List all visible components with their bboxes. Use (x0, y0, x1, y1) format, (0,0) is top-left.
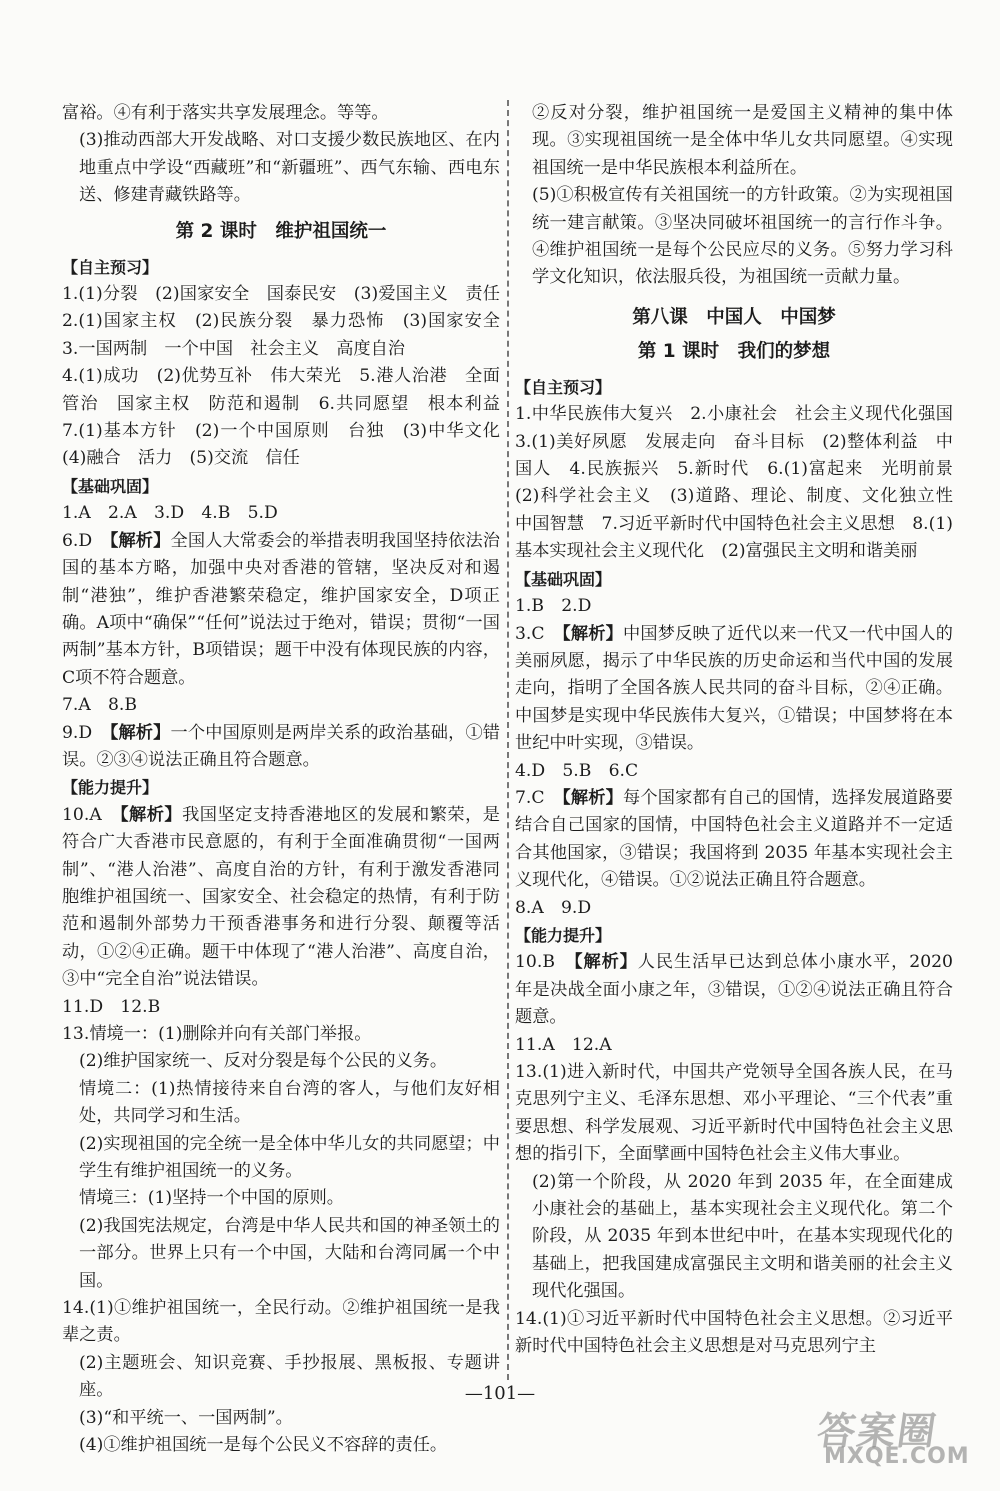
answer-explanation (515, 785, 953, 895)
question-number: 10.A (62, 804, 120, 825)
analysis-text: 我国坚定支持香港地区的发展和繁荣，是符合广大香港市民意愿的，有利于全面准确贯彻“一国两制”、“港人治港”、高度自治的方针，有利于激发香港同胞维护祖国统一、国家安全、社会稳定的热情，有利于防范和遏制外部势力干预香港事务和进行分裂、颠覆等活动，①②④正确。题干中体现了“港人治港”、高度自治，③中“完全自治”说法错误。 (62, 804, 500, 990)
question-number: 7.C (515, 787, 563, 808)
left-column (62, 100, 518, 1460)
answer-line: 1.(1)分裂 (2)国家安全 国泰民安 (3)爱国主义 责任 2.(1)国家主权 (2)民族分裂 暴力恐怖 (3)国家安全 3.一国两制 一个中国 社会主义 高度自治 (62, 284, 518, 359)
analysis-label: 【解析】 (573, 952, 638, 973)
watermark-site-text: MXQE.COM (824, 1444, 970, 1469)
answer-explanation (62, 528, 500, 692)
watermark-stamp-text: 答案圈 (814, 1409, 941, 1453)
lesson-title: 第 1 课时 我们的梦想 (637, 340, 831, 362)
section-heading: 【基础巩固】 (62, 476, 159, 496)
answer-line: (2)主题班会、知识竞赛、手抄报展、黑板报、专题讲座。 (79, 1352, 500, 1401)
answer-line: 1.A 2.A 3.D 4.B 5.D (62, 503, 278, 524)
answer-line: 14.(1)①习近平新时代中国特色社会主义思想。②习近平新时代中国特色社会主义思想是对马克思列宁主 (515, 1308, 953, 1357)
answer-explanation (62, 720, 500, 775)
answer-explanation (515, 621, 953, 758)
answer-line: 1.B 2.D (515, 596, 592, 617)
lesson-title: 第 2 课时 维护祖国统一 (175, 220, 387, 242)
answer-line: (4)①维护祖国统一是每个公民义不容辞的责任。 (79, 1435, 448, 1456)
question-number: 6.D (62, 530, 110, 551)
question-number: 9.D (62, 722, 110, 743)
answer-line: (2)第一个阶段，从 2020 年到 2035 年，在全面建成小康社会的基础上，基本实现社会主义现代化。第二个阶段，从 2035 年到本世纪中叶，在基本实现现代化的基础上，把我国建成富强民主文明和谐美丽的社会主义现代化强国。 (532, 1171, 953, 1302)
paragraph: (5)①积极宣传有关祖国统一的方针政策。②为实现祖国统一建言献策。③坚决同破坏祖国统一的言行作斗争。④维护祖国统一是每个公民应尽的义务。⑤努力学习科学文化知识，依法服兵役，为祖国统一贡献力量。 (532, 185, 953, 288)
section-heading: 【能力提升】 (515, 925, 612, 945)
answer-line: 14.(1)①维护祖国统一，全民行动。②维护祖国统一是我辈之责。 (62, 1298, 500, 1346)
question-number: 10.B (515, 952, 574, 973)
column-divider (507, 100, 509, 1380)
analysis-label: 【解析】 (109, 530, 171, 551)
answer-line: 11.D 12.B (62, 996, 161, 1017)
section-heading: 【基础巩固】 (515, 569, 612, 589)
question-number: 3.C (515, 623, 563, 644)
answer-line: 13.(1)进入新时代，中国共产党领导全国各族人民，在马克思列宁主义、毛泽东思想、邓小平理论、“三个代表”重要思想、科学发展观、习近平新时代中国特色社会主义思想的指引下，全面擘画中国特色社会主义伟大事业。 (515, 1062, 953, 1165)
analysis-text: 每个国家都有自己的国情，选择发展道路要结合自己国家的国情，中国特色社会主义道路并不一定适合其他国家，③错误；我国将到 2035 年基本实现社会主义现代化，④错误。①②说法正确且符合题意。 (515, 787, 953, 891)
analysis-label: 【解析】 (562, 787, 624, 808)
section-heading: 【自主预习】 (515, 377, 612, 397)
section-heading: 【自主预习】 (62, 257, 159, 277)
unit-title: 第八课 中国人 中国梦 (632, 306, 836, 328)
answer-line: (2)我国宪法规定，台湾是中华人民共和国的神圣领土的一部分。世界上只有一个中国，大陆和台湾同属一个中国。 (79, 1215, 500, 1291)
answer-line: 8.A 9.D (515, 897, 592, 918)
analysis-text: 人民生活早已达到总体小康水平，2020 年是决战全面小康之年，③错误，①②④说法正确且符合题意。 (515, 952, 953, 1028)
paragraph: ②反对分裂，维护祖国统一是爱国主义精神的集中体现。③实现祖国统一是全体中华儿女共同愿望。④实现祖国统一是中华民族根本利益所在。 (532, 103, 953, 178)
answer-line: (2)实现祖国的完全统一是全体中华儿女的共同愿望；中学生有维护祖国统一的义务。 (79, 1133, 500, 1182)
page-number: —101— (464, 1383, 536, 1404)
answer-line: (2)维护国家统一、反对分裂是每个公民的义务。 (79, 1051, 448, 1072)
answer-line: 4.(1)成功 (2)优势互补 伟大荣光 5.港人治港 全面管治 国家主权 防范和遏制 6.共同愿望 根本利益 7.(1)基本方针 (2)一个中国原则 台独 (3)中华文化 (4)融合 活力 (5)交流 信任 (62, 366, 518, 469)
answer-explanation (62, 802, 500, 994)
analysis-label: 【解析】 (562, 623, 624, 644)
paragraph: 富裕。④有利于落实共享发展理念。等等。 (62, 103, 389, 123)
right-column (515, 100, 971, 1360)
answer-explanation (515, 949, 953, 1031)
answer-line: 7.A 8.B (62, 695, 138, 716)
analysis-text: 中国梦反映了近代以来一代又一代中国人的美丽夙愿，揭示了中华民族的历史命运和当代中国的发展走向，指明了全国各族人民共同的奋斗目标，②④正确。中国梦是实现中华民族伟大复兴，①错误；中国梦将在本世纪中叶实现，③错误。 (515, 623, 953, 754)
answer-line: 情境三：(1)坚持一个中国的原则。 (79, 1188, 344, 1209)
analysis-label: 【解析】 (109, 722, 171, 743)
answer-line: 13.情境一：(1)删除并向有关部门举报。 (62, 1024, 372, 1044)
watermark-logo (814, 1400, 970, 1469)
answer-line: 4.D 5.B 6.C (515, 760, 639, 781)
paragraph: (3)推动西部大开发战略、对口支援少数民族地区、在内地重点中学设“西藏班”和“新疆班”、西气东输、西电东送、修建青藏铁路等。 (79, 130, 500, 206)
answer-line: 1.中华民族伟大复兴 2.小康社会 社会主义现代化强国 3.(1)美好夙愿 发展走向 奋斗目标 (2)整体利益 中国人 4.民族振兴 5.新时代 6.(1)富起来 光明前景 (2)科学社会主义 (3)道路、理论、制度、文化独立性 中国智慧 7.习近平新时代中国特色社会主义思想 8.(1)基本实现社会主义现代化 (2)富强民主文明和谐美丽 (515, 404, 971, 562)
answer-line: (3)“和平统一、一国两制”。 (79, 1407, 293, 1428)
analysis-text: 一个中国原则是两岸关系的政治基础，①错误。②③④说法正确且符合题意。 (62, 722, 500, 770)
answer-line: 11.A 12.A (515, 1034, 612, 1055)
analysis-text: 全国人大常委会的举措表明我国坚持依法治国的基本方略，加强中央对香港的管辖，坚决反对和遏制“港独”，维护香港繁荣稳定，维护国家安全，D项正确。A项中“确保”“任何”说法过于绝对，错误；贯彻“一国两制”基本方针，B项错误；题干中没有体现民族的内容，C项不符合题意。 (62, 530, 500, 688)
answer-line: 情境二：(1)热情接待来自台湾的客人，与他们友好相处，共同学习和生活。 (79, 1078, 500, 1127)
section-heading: 【能力提升】 (62, 778, 159, 798)
analysis-label: 【解析】 (119, 804, 183, 825)
